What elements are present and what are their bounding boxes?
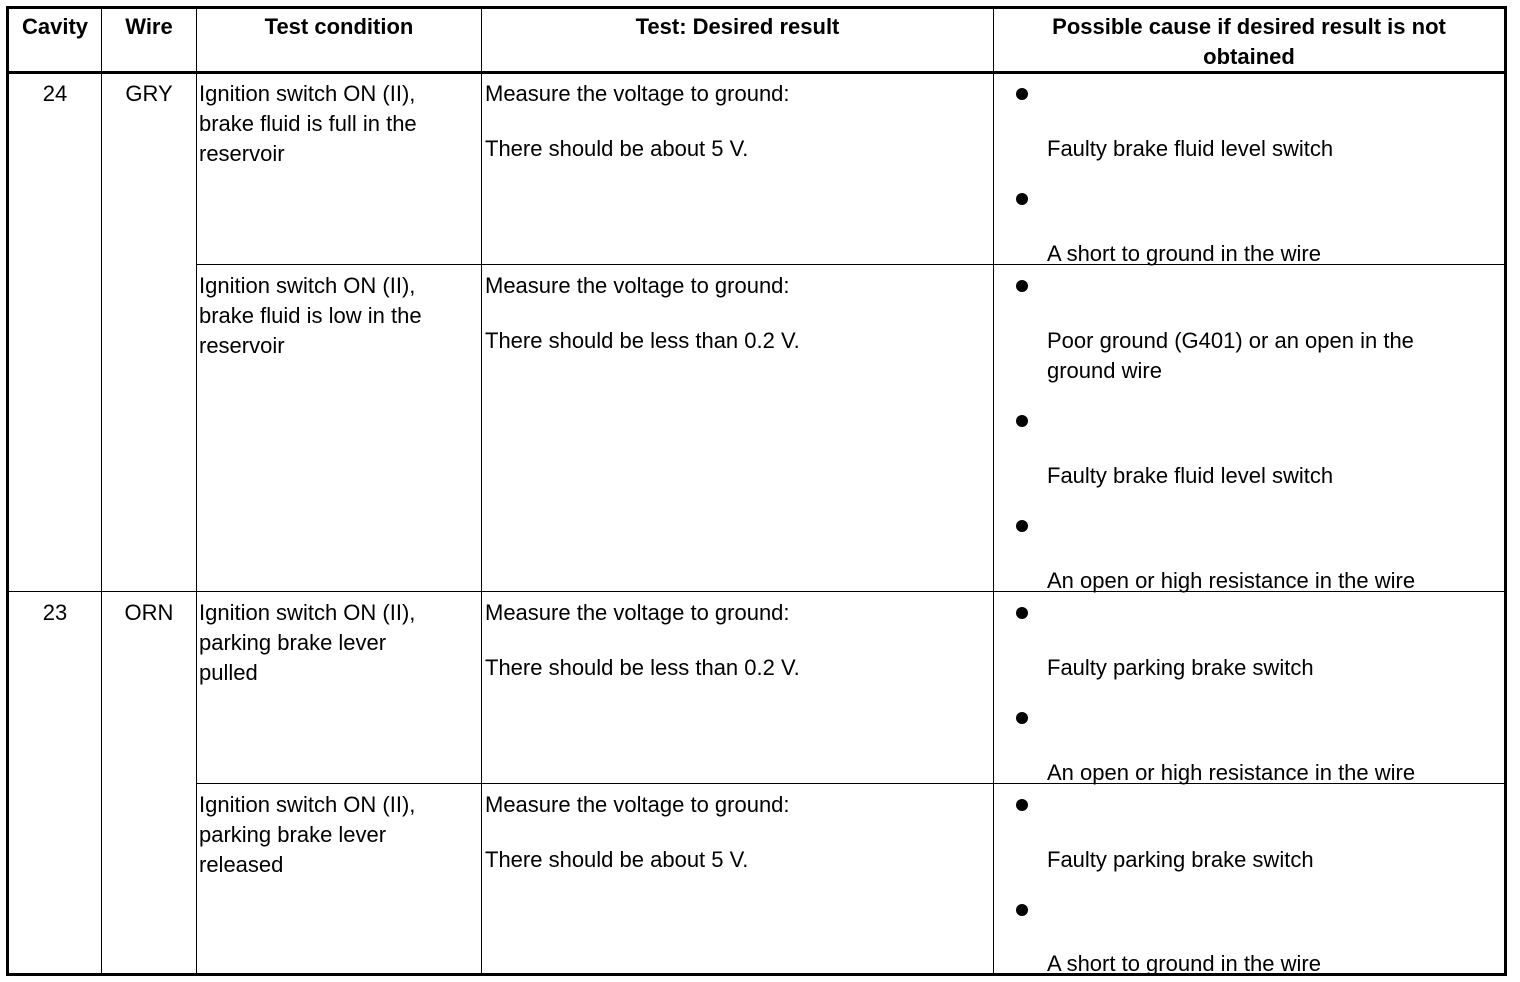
desired-result: There should be less than 0.2 V.	[485, 328, 800, 353]
possible-cause: Faulty parking brake switch	[1047, 847, 1314, 872]
desired-result: There should be less than 0.2 V.	[485, 655, 800, 680]
desired-result: Measure the voltage to ground:	[485, 792, 790, 817]
col-divider	[101, 9, 102, 973]
bullet-icon	[1016, 712, 1028, 724]
bullet-icon	[1016, 607, 1028, 619]
col-divider	[196, 9, 197, 973]
possible-cause: An open or high resistance in the wire	[1047, 568, 1416, 593]
bullet-icon	[1016, 415, 1028, 427]
possible-cause: Poor ground (G401) or an open in the	[1047, 328, 1414, 353]
possible-cause: Faulty brake fluid level switch	[1047, 136, 1334, 161]
cavity-number: 24	[42, 81, 68, 106]
desired-result: There should be about 5 V.	[485, 136, 749, 161]
test-condition: released	[199, 852, 284, 877]
header-possible-cause: Possible cause if desired result is not	[1052, 14, 1446, 39]
test-condition: Ignition switch ON (II),	[199, 273, 416, 298]
bullet-icon	[1016, 193, 1028, 205]
test-condition: parking brake lever	[199, 630, 387, 655]
possible-cause: A short to ground in the wire	[1047, 241, 1321, 266]
header-possible-cause-cont: obtained	[1203, 44, 1295, 69]
test-condition: parking brake lever	[199, 822, 387, 847]
possible-cause: An open or high resistance in the wire	[1047, 760, 1416, 785]
bullet-icon	[1016, 799, 1028, 811]
desired-result: Measure the voltage to ground:	[485, 600, 790, 625]
header-cavity: Cavity	[21, 14, 89, 39]
test-condition: Ignition switch ON (II),	[199, 81, 416, 106]
test-condition: Ignition switch ON (II),	[199, 792, 416, 817]
test-condition: reservoir	[199, 333, 285, 358]
bullet-icon	[1016, 280, 1028, 292]
header-desired-result: Test: Desired result	[635, 14, 840, 39]
desired-result: Measure the voltage to ground:	[485, 273, 790, 298]
possible-cause: A short to ground in the wire	[1047, 951, 1321, 976]
bullet-icon	[1016, 88, 1028, 100]
wire-color: ORN	[124, 600, 174, 625]
test-condition: reservoir	[199, 141, 285, 166]
test-condition: Ignition switch ON (II),	[199, 600, 416, 625]
desired-result: Measure the voltage to ground:	[485, 81, 790, 106]
test-condition: brake fluid is low in the	[199, 303, 422, 328]
bullet-icon	[1016, 520, 1028, 532]
test-condition: brake fluid is full in the	[199, 111, 417, 136]
possible-cause: Faulty brake fluid level switch	[1047, 463, 1334, 488]
cavity-number: 23	[42, 600, 68, 625]
possible-cause: Faulty parking brake switch	[1047, 655, 1314, 680]
header-wire: Wire	[125, 14, 173, 39]
possible-cause: ground wire	[1047, 358, 1162, 383]
col-divider	[993, 9, 994, 973]
test-condition: pulled	[199, 660, 258, 685]
header-test-condition: Test condition	[264, 14, 414, 39]
diagnostic-table	[6, 6, 1507, 976]
col-divider	[481, 9, 482, 973]
desired-result: There should be about 5 V.	[485, 847, 749, 872]
bullet-icon	[1016, 904, 1028, 916]
wire-color: GRY	[125, 81, 173, 106]
